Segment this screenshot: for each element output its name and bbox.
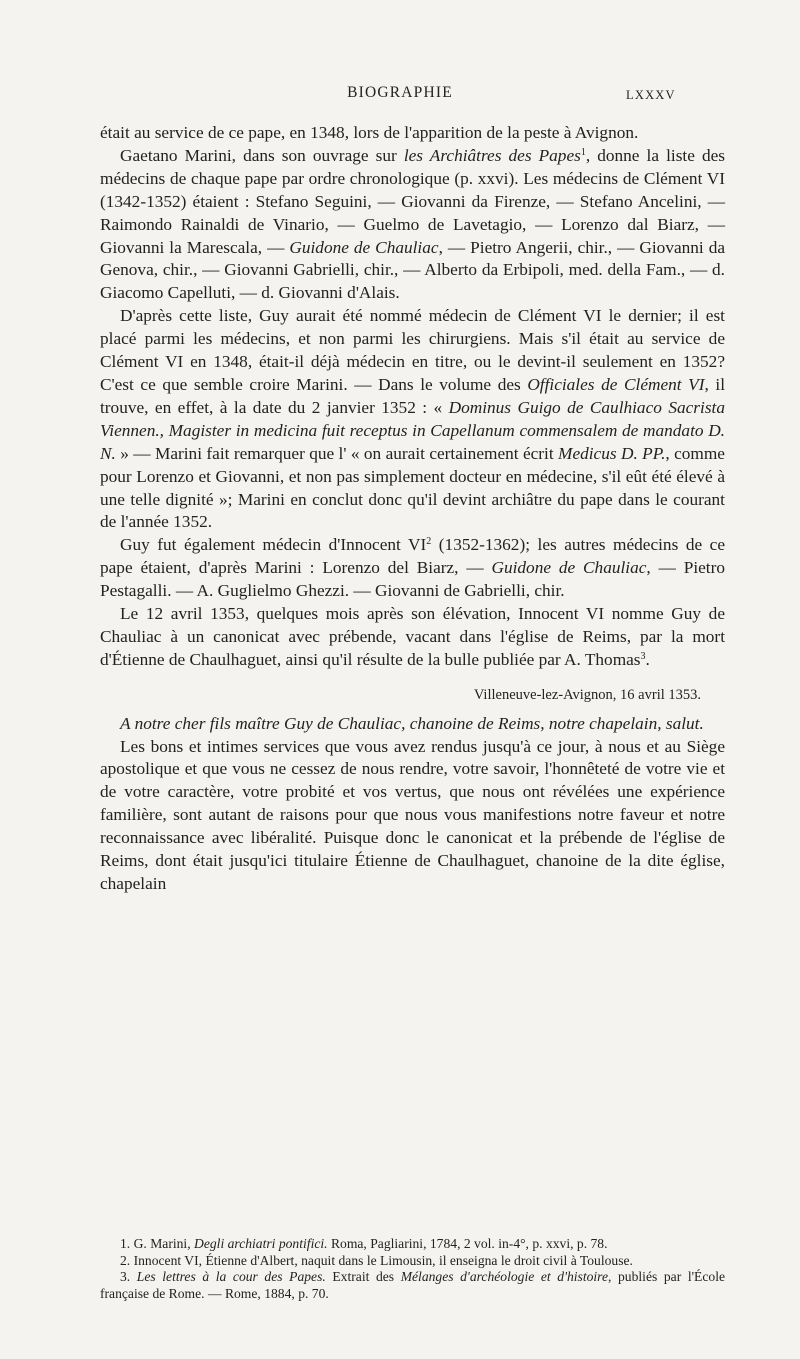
italic-text: Guidone de Chauliac [289, 237, 439, 257]
text-run: , il trouve, en effet, à la date du 2 janvier 1352 : « [100, 374, 725, 417]
text-run: , — Pietro Pestagalli. — A. Guglielmo Ghezzi. — Giovanni de Gabrielli, chir. [100, 558, 725, 601]
text-run: D'après cette liste, Guy aurait été nommé médecin de Clément VI le dernier; il est placé parmi les médecins, et non parmi les chirurgiens. Mais s'il était au service de Clément VI en 1348, était-il déjà médecin en titre, ou le devint-il seulement en 1352? C'est ce que semble croire Marini. — Dans le volume des [100, 306, 725, 394]
italic-text: Medicus D. PP. [558, 443, 666, 463]
footnotes [100, 1236, 725, 1302]
text-run: 1. G. Marini, [120, 1236, 195, 1251]
letter-address [100, 713, 725, 736]
text-run: 3. [120, 1269, 137, 1285]
footnote [100, 1269, 725, 1302]
body-text [100, 122, 725, 896]
paragraph [100, 122, 725, 145]
paragraph [100, 305, 725, 534]
footnote [100, 1236, 725, 1253]
italic-text: Guidone de Chauliac [491, 558, 647, 578]
text-run: Le 12 avril 1353, quelques mois après son élévation, Innocent VI nomme Guy de Chauliac à un canonicat avec prébende, vacant dans l'église de Reims, par la mort d'Étienne de Chaulhaguet, ainsi qu'il résulte de la bulle publiée par A. Thomas [100, 604, 725, 669]
text-run: était au service de ce pape, en 1348, lors de l'apparition de la peste à Avignon. [100, 123, 639, 142]
paragraph [100, 603, 725, 672]
text-run: , donne la liste des médecins de chaque pape par ordre chronologique (p. xxvi). Les médecins de Clément VI (1342-1352) étaient : Stefano Seguini, — Giovanni da Firenze, — Stefano Ancelini, — Raimondo Rainaldi de Vinario, — Guelmo de Lavetagio, — Lorenzo dal Biarz, — Giovanni la Marescala, — [100, 145, 725, 257]
text-run: , comme pour Lorenzo et Giovanni, et non pas simplement docteur en médecine, s'il eût été élevé à une telle dignité »; Marini en conclut donc qu'il devint archiâtre du pape dans le courant de l'année 1352. [100, 443, 725, 532]
text-run: . [645, 649, 650, 669]
text-run: Gaetano Marini, dans son ouvrage sur [120, 145, 404, 165]
footnote-ref: 2 [426, 536, 432, 548]
text-run: , — Pietro Angerii, chir., — Giovanni da Genova, chir., — Giovanni Gabrielli, chir., — Alberto da Erbipoli, med. della Fam., — d. Giacomo Capelluti, — d. Giovanni d'Alais. [100, 237, 726, 303]
italic-text: les Archiâtres des Papes [403, 145, 581, 165]
text-run: Extrait des [325, 1269, 401, 1285]
italic-text: Dominus Guigo de Caulhiaco Sacrista Viennen., Magister in medicina fuit receptus in Capellanum commensalem de mandato D. N. [100, 397, 725, 463]
italic-text: Officiales de Clément VI [527, 374, 705, 394]
page-number: LXXXV [626, 88, 676, 102]
italic-text: Les lettres à la cour des Papes. [136, 1269, 326, 1285]
text-run: Roma, Pagliarini, 1784, 2 vol. in-4°, p. xxvi, p. 78. [327, 1236, 608, 1251]
footnote [100, 1253, 725, 1270]
text-run: Guy fut également médecin d'Innocent VI [120, 535, 427, 555]
text-run: » — Marini fait remarquer que l' « on aurait certainement écrit [115, 443, 559, 463]
paragraph [100, 534, 725, 603]
footnote-ref: 3 [640, 650, 646, 662]
letter-dateline: Villeneuve-lez-Avignon, 16 avril 1353. [473, 686, 701, 703]
running-title: BIOGRAPHIE [347, 84, 453, 101]
italic-text: Mélanges d'archéologie et d'histoire [400, 1269, 609, 1285]
letter-address-text: A notre cher fils maître Guy de Chauliac, chanoine de Reims, notre chapelain, salut. [120, 713, 704, 733]
letter-paragraph: Les bons et intimes services que vous avez rendus jusqu'à ce jour, à nous et au Siège apostolique et que vous ne cessez de nous rendre, votre savoir, l'honnêteté de votre vie et de votre caractère, votre probité et vos vertus, que nous ont révélées une expérience familière, sont autant de raisons pour que nous vous manifestions notre faveur et notre reconnaissance avec libéralité. Puisque donc le canonicat et la prébende de l'église de Reims, dont était jusqu'ici titulaire Étienne de Chaulhaguet, chanoine de la dite église, chapelain [100, 736, 725, 893]
italic-text: Degli archiatri pontifici. [194, 1236, 328, 1251]
text-run: (1352-1362); les autres médecins de ce pape étaient, d'après Marini : Lorenzo del Biarz, — [100, 535, 726, 578]
text-run: , publiés par l'École française de Rome. — Rome, 1884, p. 70. [100, 1269, 726, 1301]
paragraph [100, 145, 725, 305]
footnote-ref: 1 [580, 146, 586, 158]
text-run: 2. Innocent VI, Étienne d'Albert, naquit dans le Limousin, il enseigna le droit civil à Toulouse. [120, 1252, 633, 1268]
